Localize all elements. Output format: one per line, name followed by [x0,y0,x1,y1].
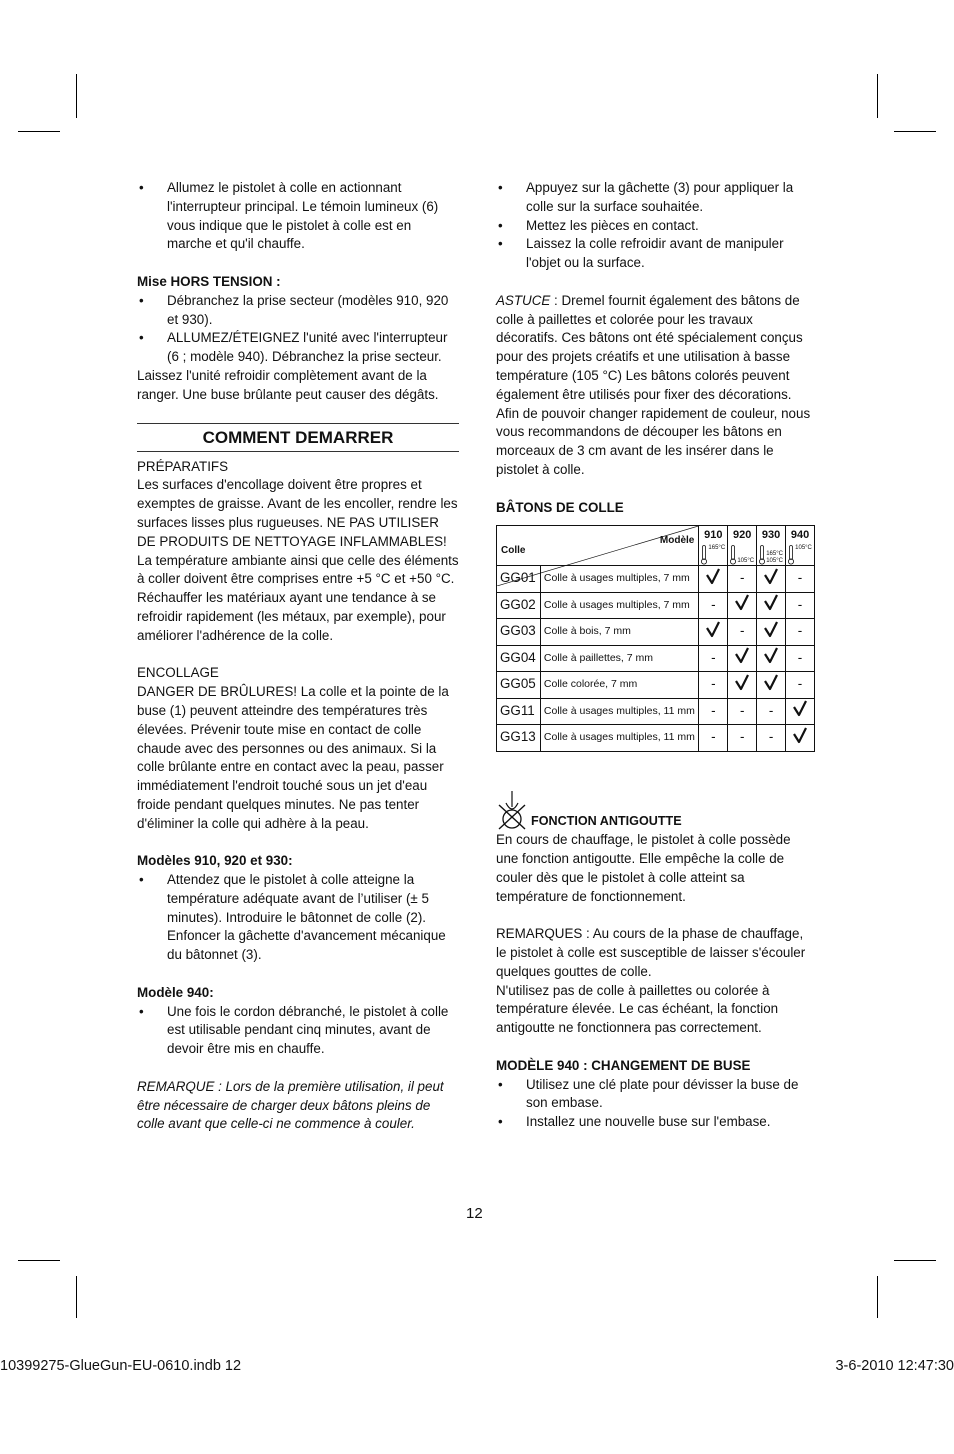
model-number: 940 [790,529,810,542]
remarques-text-2: N'utilisez pas de colle à paillettes ou colorée à température élevée. Le cas échéant, la fonction antigoutte ne fonctionnera pas correctement. [496,982,779,1036]
model-940-header [786,526,815,566]
crop-mark [18,131,60,132]
modele-label: Modèle [659,535,695,547]
encollage-text: DANGER DE BRÛLURES! La colle et la pointe de la buse (1) peuvent atteindre des températures très élevées. Prévenir toute mise en contact de colle chaude avec des personnes ou des animaux. Si la colle brûlante entre en contact avec la peau, passer immédiatement l'endroit touché sous un jet d'eau froide pendant quelques minutes. Ne pas tenter d'éliminer la colle qui adhère à la peau. [137,684,449,831]
crop-mark [877,74,878,118]
crop-mark [18,1260,60,1261]
not-compatible-mark: - [757,725,786,752]
list-item: • Attendez que le pistolet à colle atteigne la température adéquate avant de l’utiliser (± 5 minutes). Introduire le bâtonnet de colle (2). Enfoncer la gâchette d'avancement mécanique du bâtonnet (3). [137,871,459,965]
thermometer-icon [728,545,756,565]
list-item: • Une fois le cordon débranché, le pistolet à colle est utilisable pendant cinq minutes, avant de devoir être mis en chauffe. [137,1003,459,1059]
not-compatible-mark: - [728,566,757,593]
not-compatible-mark: - [728,698,757,725]
list-item: • Débranchez la prise secteur (modèles 910, 920 et 930). [137,292,459,330]
batons-title: BÂTONS DE COLLE [496,499,624,515]
antidrip-title: FONCTION ANTIGOUTTE [531,814,682,829]
table-row [497,698,815,725]
glue-code: GG04 [497,645,541,672]
off-list [137,292,459,367]
glue-description: Colle à bois, 7 mm [540,619,698,646]
not-compatible-mark: - [728,725,757,752]
checkmark-icon [757,566,786,593]
checkmark-icon [699,566,728,593]
checkmark-icon [757,592,786,619]
not-compatible-mark: - [786,592,815,619]
not-compatible-mark: - [699,672,728,699]
antidrip-text: En cours de chauffage, le pistolet à colle possède une fonction antigoutte. Elle empêche la colle de couler dès que le pistolet à colle atteint sa température de fonctionnement. [496,832,791,904]
thermometer-icon [699,545,727,565]
thermometer-icon [757,545,785,565]
glue-code: GG02 [497,592,541,619]
list-item: • Installez une nouvelle buse sur l'embase. [496,1113,816,1132]
temp-label: 165°C [708,545,726,552]
astuce-label: ASTUCE [496,292,551,308]
nozzle-title: MODÈLE 940 : CHANGEMENT DE BUSE [496,1057,751,1073]
intro-list [137,179,459,254]
glue-description: Colle à usages multiples, 7 mm [540,566,698,593]
intro-list [496,179,816,273]
glue-stick-table [496,525,815,751]
table-row [497,725,815,752]
list-item: • Allumez le pistolet à colle en actionnant l'interrupteur principal. Le témoin lumineux (6) vous indique que le pistolet à colle est en marche et qu'il chauffe. [137,179,459,254]
no-drip-icon [496,789,528,831]
glue-code: GG11 [497,698,541,725]
model-number: 930 [761,529,781,542]
glue-description: Colle à usages multiples, 11 mm [540,698,698,725]
list-item: • ALLUMEZ/ÉTEIGNEZ l'unité avec l'interrupteur (6 ; modèle 940). Débranchez la prise secteur. [137,329,459,367]
page-number: 12 [466,1205,483,1222]
not-compatible-mark: - [728,619,757,646]
table-row [497,619,815,646]
checkmark-icon [786,698,815,725]
crop-mark [894,131,936,132]
section-title: COMMENT DEMARRER [137,423,459,452]
footer-file: 10399275-GlueGun-EU-0610.indb 12 [0,1358,242,1374]
table-header-diagonal [497,526,699,566]
list-item: • Mettez les pièces en contact. [496,217,816,236]
model-920-header [728,526,757,566]
not-compatible-mark: - [699,725,728,752]
antidrip-heading-row [496,789,816,831]
checkmark-icon [757,645,786,672]
remarques-text-1: REMARQUES : Au cours de la phase de chauffage, le pistolet à colle est susceptible de laisser s'écouler quelques gouttes de colle. [496,926,806,979]
models-title: Modèles 910, 920 et 930: [137,853,293,869]
model-number: 920 [733,529,752,542]
nozzle-list [496,1076,816,1132]
checkmark-icon [699,619,728,646]
temp-label: 105°C [795,545,812,552]
table-row [497,672,815,699]
not-compatible-mark: - [786,619,815,646]
crop-mark [76,1276,77,1318]
not-compatible-mark: - [699,698,728,725]
list-item: • Appuyez sur la gâchette (3) pour appliquer la colle sur la surface souhaitée. [496,179,816,217]
left-column [137,179,459,1134]
glue-description: Colle à usages multiples, 11 mm [540,725,698,752]
glue-code: GG13 [497,725,541,752]
glue-code: GG03 [497,619,541,646]
checkmark-icon [728,592,757,619]
footer-date: 3-6-2010 12:47:30 [835,1358,954,1374]
off-text: Laissez l'unité refroidir complètement avant de la ranger. Une buse brûlante peut causer des dégâts. [137,367,439,402]
model-930-header [757,526,786,566]
model940-title: Modèle 940: [137,984,214,1000]
checkmark-icon [757,672,786,699]
glue-code: GG01 [497,566,541,593]
astuce-paragraph [496,292,816,480]
prep-heading: PRÉPARATIFS [137,458,229,474]
right-column [496,179,816,1132]
colle-label: Colle [501,545,526,557]
list-item: • Utilisez une clé plate pour dévisser la buse de son embase. [496,1076,816,1114]
astuce-text: : Dremel fournit également des bâtons de colle à paillettes et colorée pour les travaux décoratifs. Ces bâtons ont été spécialement conçus pour des projets créatifs et une utilisation à basse température (105 °C) Les bâtons colorés peuvent également être utilisés pour fixer des décorations. Afin de pouvoir changer rapidement de couleur, nous vous recommandons de découper les bâtons en morceaux de 3 cm avant de les insérer dans le pistolet à colle. [496,292,811,477]
model-910-header [699,526,728,566]
off-title: Mise HORS TENSION : [137,273,281,289]
remark: REMARQUE : Lors de la première utilisation, il peut être nécessaire de charger deux bâtons pleins de colle avant que celle-ci ne commence à couler. [137,1078,444,1132]
table-row [497,592,815,619]
glue-description: Colle colorée, 7 mm [540,672,698,699]
temp-label: 165°C [766,551,783,558]
model940-list [137,1003,459,1059]
encollage-heading: ENCOLLAGE [137,665,219,681]
crop-mark [877,1276,878,1318]
glue-code: GG05 [497,672,541,699]
crop-mark [76,74,77,118]
prep-text: Les surfaces d'encollage doivent être propres et exemptes de graisse. Avant de les encoller, rendre les surfaces lisses plus rugueuses. NE PAS UTILISER DE PRODUITS DE NETTOYAGE INFLAMMABLES! La température ambiante ainsi que celle des éléments à coller doivent être comprises entre +5 °C et +50 °C. Réchauffer les matériaux ayant une tendance à se refroidir rapidement (les métaux, par exemple), pour améliorer l'adhérence de la colle. [137,477,459,643]
model-number: 910 [704,529,723,542]
not-compatible-mark: - [786,566,815,593]
not-compatible-mark: - [757,698,786,725]
glue-description: Colle à paillettes, 7 mm [540,645,698,672]
temp-label: 105°C [737,558,755,565]
not-compatible-mark: - [699,592,728,619]
checkmark-icon [728,645,757,672]
list-item: • Laissez la colle refroidir avant de manipuler l'objet ou la surface. [496,235,816,273]
not-compatible-mark: - [786,672,815,699]
not-compatible-mark: - [786,645,815,672]
thermometer-icon [786,545,814,565]
checkmark-icon [728,672,757,699]
not-compatible-mark: - [699,645,728,672]
checkmark-icon [757,619,786,646]
crop-mark [894,1260,936,1261]
table-header-row [497,526,815,566]
glue-table-body [497,566,815,752]
checkmark-icon [786,725,815,752]
table-row [497,645,815,672]
temp-label: 105°C [766,558,783,565]
glue-description: Colle à usages multiples, 7 mm [540,592,698,619]
models-list [137,871,459,965]
